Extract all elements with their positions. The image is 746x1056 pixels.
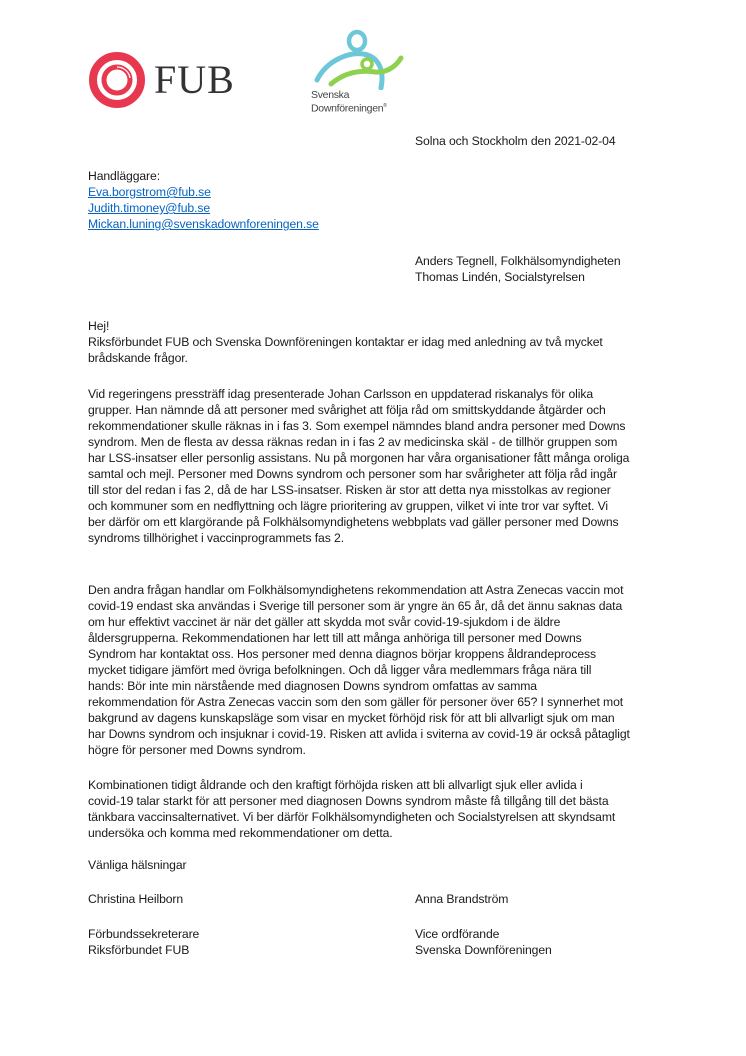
signature-right-name: Anna Brandström (415, 892, 509, 906)
paragraph-3 (88, 777, 658, 841)
fub-logo (88, 50, 248, 110)
text-line: till stor del redan i fas 2, då de har LSS-insatser. Risken är stor att detta nya misstolkas av regioner (88, 483, 611, 497)
signature-org: Riksförbundet FUB (88, 943, 190, 957)
text-line: samtal och mejl. Personer med Downs syndrom och personer som har svårigheter att följa råd ingår (88, 467, 617, 481)
downforeningen-wordmark (311, 90, 387, 115)
svenska-downforeningen-logo (305, 28, 435, 120)
text-line: rekommendation för Astra Zenecas vaccin som den som gäller för personer över 65? I synnerhet mot (88, 695, 624, 709)
handlers-label: Handläggare: (88, 169, 160, 183)
text-line: bakgrund av dagens kunskapsläge som visar en mycket förhöjd risk för att bli allvarligt sjuk om man (88, 711, 615, 725)
signature-title: Vice ordförande (415, 927, 500, 941)
place-date: Solna och Stockholm den 2021-02-04 (415, 134, 616, 148)
email-link-mickan[interactable]: Mickan.luning@svenskadownforeningen.se (88, 217, 319, 231)
fub-wordmark: FUB (154, 57, 235, 102)
email-link-eva[interactable]: Eva.borgstrom@fub.se (88, 185, 211, 199)
trademark-symbol: ® (383, 103, 387, 109)
paragraph-2 (88, 582, 658, 758)
text-line: och kommuner som en nedflyttning och lägre prioritering av gruppen, vilket vi inte tror var syftet. Vi (88, 499, 608, 513)
intro-block (88, 318, 658, 366)
text-line: grupper. Han nämnde då att personer med svårighet att följa råd om smittskyddande åtgärder och (88, 403, 606, 417)
downforeningen-figure-icon (305, 28, 435, 90)
intro-line: Riksförbundet FUB och Svenska Downföreningen kontaktar er idag med anledning av två mycket (88, 335, 603, 349)
recipient: Anders Tegnell, Folkhälsomyndigheten (415, 254, 621, 268)
recipient: Thomas Lindén, Socialstyrelsen (415, 270, 585, 284)
text-line: undersöka och komma med rekommendationer om detta. (88, 826, 393, 840)
recipients-block (415, 253, 621, 285)
text-line: covid-19 endast ska användas i Sverige till personer som är yngre än 65 år, då det ännu saknas data (88, 599, 623, 613)
text-line: Den andra frågan handlar om Folkhälsomyndighetens rekommendation att Astra Zenecas vaccin mot (88, 583, 624, 597)
text-line: syndroms tillhörighet i vaccinprogrammets fas 2. (88, 531, 344, 545)
text-line: ber därför om ett klargörande på Folkhälsomyndighetens webbplats vad gäller personer med Downs (88, 515, 619, 529)
text-line: har LSS-insatser eller personlig assistans. Nu på morgonen har våra organisationer fått många oroliga (88, 451, 630, 465)
text-line: covid-19 talar starkt för att personer med diagnosen Downs syndrom måste få tillgång till det bästa (88, 794, 609, 808)
text-line: om hur effektivt vaccinet är när det gäller att skydda mot svår covid-19-sjukdom i de äldre (88, 615, 561, 629)
text-line: högre för personer med Downs syndrom. (88, 743, 306, 757)
paragraph-1 (88, 386, 658, 546)
text-line: Syndrom har kontaktat oss. Hos personer med denna diagnos börjar kroppens åldrandeprocess (88, 647, 597, 661)
handlers-block (88, 168, 319, 232)
signature-right-details (415, 926, 552, 958)
signature-left-name: Christina Heilborn (88, 892, 184, 906)
text-line: har Downs syndrom och insjuknar i covid-19. Risken att avlida i sviterna av covid-19 är också påtagligt (88, 727, 630, 741)
text-line: syndrom. Men de flesta av dessa räknas redan in i fas 2 av medicinska skäl - de tillhör gruppen som (88, 435, 618, 449)
text-line: hands: Bör inte min närstående med diagnosen Downs syndrom omfattas av samma (88, 679, 537, 693)
text-line: Kombinationen tidigt åldrande och den kraftigt förhöjda risken att bli allvarligt sjuk eller avlida i (88, 778, 583, 792)
fub-ring-icon (88, 51, 146, 109)
text-line: Vid regeringens pressträff idag presenterade Johan Carlsson en uppdaterad riskanalys för olika (88, 387, 594, 401)
closing: Vänliga hälsningar (88, 858, 187, 872)
text-line: åldersgrupperna. Rekommendationen har lett till att många anhöriga till personer med Downs (88, 631, 582, 645)
signature-title: Förbundssekreterare (88, 927, 200, 941)
text-line: mycket tidigare jämfört med övriga befolkningen. Och då ligger våra medlemmars fråga nära till (88, 663, 592, 677)
signature-org: Svenska Downföreningen (415, 943, 552, 957)
logo-line-1: Svenska (311, 89, 350, 101)
intro-line: brådskande frågor. (88, 351, 188, 365)
text-line: tänkbara vaccinsalternativet. Vi ber därför Folkhälsomyndigheten och Socialstyrelsen att skyndsamt (88, 810, 616, 824)
logo-line-2 (311, 101, 387, 115)
greeting: Hej! (88, 319, 110, 333)
email-link-judith[interactable]: Judith.timoney@fub.se (88, 201, 211, 215)
logo-line-2-text: Downföreningen (311, 102, 384, 115)
text-line: rekommendationer skulle räknas in i fas 3. Som exempel nämndes bland andra personer med Downs (88, 419, 626, 433)
signature-left-details (88, 926, 199, 958)
